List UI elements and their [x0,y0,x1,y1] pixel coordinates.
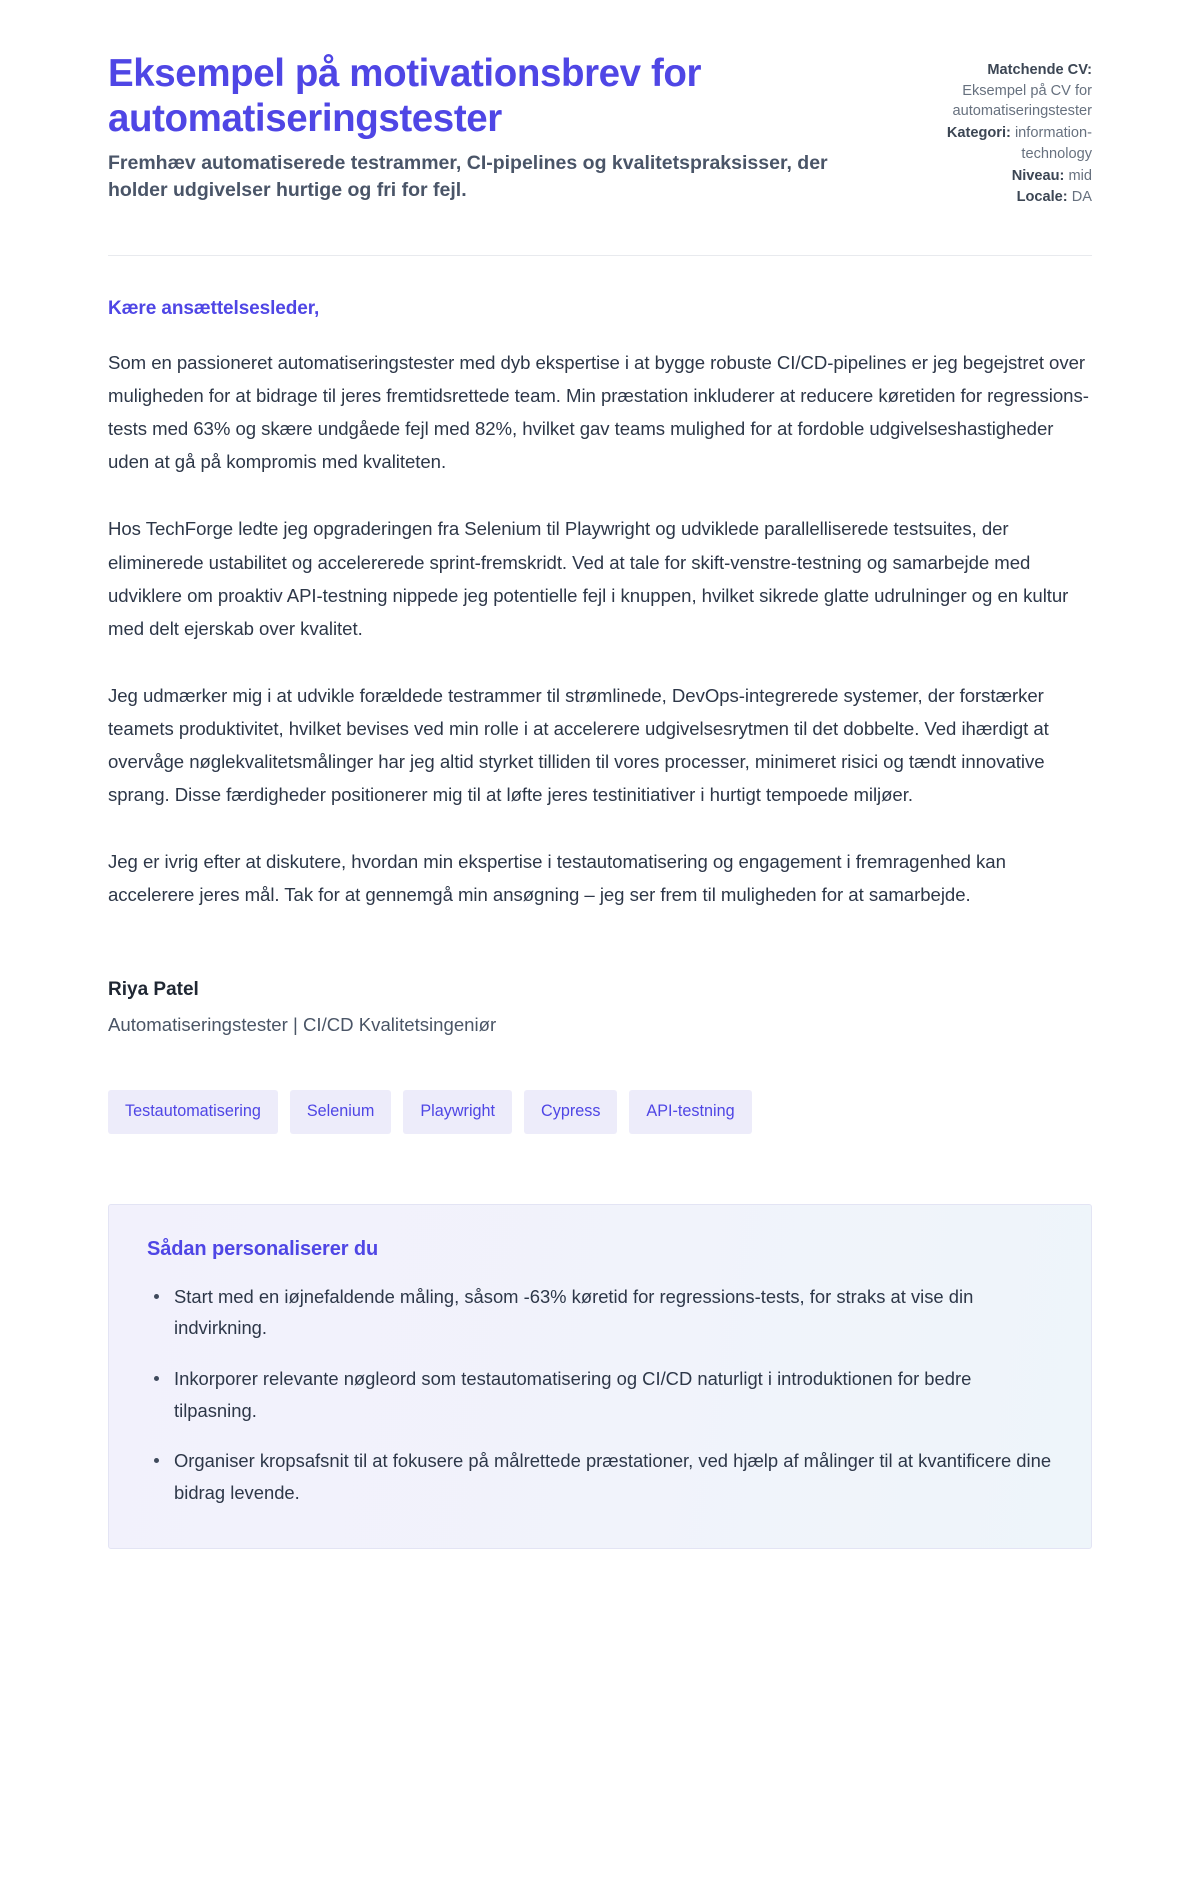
metadata-matching-cv [880,60,1092,122]
tips-list-item: Organiser kropsafsnit til at fokusere på målrettede præstationer, ved hjælp af målinger til at kvantificere dine bidrag levende. [147,1445,1053,1508]
signature-block [108,979,1092,1036]
metadata-level-value: mid [1068,167,1092,184]
letter-paragraph: Som en passioneret automatiseringstester med dyb ekspertise i at bygge robuste CI/CD-pipelines er jeg begejstret over muligheden for at bidrage til jeres fremtidsrettede team. Min præstation inkluderer at reducere køretiden for regressions-tests med 63% og skære undgåede fejl med 82%, hvilket gav teams mulighed for at fordoble udgivelseshastigheder uden at gå på kompromis med kvaliteten. [108,352,1089,473]
page-header [108,52,1092,209]
metadata-locale-label: Locale: [1016,189,1068,206]
personalization-tips-panel [108,1204,1092,1550]
metadata-locale-value: DA [1071,189,1092,206]
letter-paragraph: Jeg udmærker mig i at udvikle forældede testrammer til strømlinede, DevOps-integrerede systemer, der forstærker teamets produktivitet, hvilket bevises ved min rolle i at accelerere udgivelsesrytmen til det dobbelte. Ved ihærdigt at overvåge nøglekvalitetsmålinger har jeg altid styrket tilliden til vores processer, minimeret risici og tændt innovative sprang. Disse færdigheder positionerer mig til at løfte jeres testinitiativer i hurtigt tempoede miljøer. [108,684,1049,806]
letter-greeting: Kære ansættelsesleder, [108,298,320,320]
signature-role: Automatiseringstester | CI/CD Kvalitetsingeniør [108,1014,497,1036]
tag-chip[interactable]: API-testning [629,1090,751,1133]
tips-list-item: Start med en iøjnefaldende måling, såsom -63% køretid for regressions-tests, for straks at vise din indvirkning. [147,1281,1053,1344]
metadata-locale [880,187,1092,208]
metadata-panel [880,52,1092,209]
tag-chip[interactable]: Cypress [524,1090,617,1133]
metadata-category [880,123,1092,164]
page-subtitle: Fremhæv automatiserede testrammer, CI-pipelines og kvalitetspraksisser, der holder udgivelser hurtige og fri for fejl. [108,152,828,202]
tips-list [147,1281,1053,1509]
metadata-category-value: information-technology [1014,125,1092,162]
metadata-level [880,166,1092,187]
header-title-group [108,52,848,204]
metadata-matching-cv-value[interactable]: Eksempel på CV for automatiseringstester [952,82,1092,120]
metadata-category-label: Kategori: [946,125,1011,142]
letter-paragraph: Hos TechForge ledte jeg opgraderingen fra Selenium til Playwright og udviklede parallelliserede testsuites, der eliminerede ustabilitet og accelererede sprint-fremskridt. Ved at tale for skift-venstre-testning og samarbejde med udviklere om proaktiv API-testning nippede jeg potentielle fejl i knuppen, hvilket sikrede glatte udrulninger og en kultur med delt ejerskab over kvalitet. [108,518,1069,639]
page-title: Eksempel på motivationsbrev for automatiseringstester [108,52,702,140]
letter-paragraph: Jeg er ivrig efter at diskutere, hvordan min ekspertise i testautomatisering og engagement i fremragenhed kan accelerere jeres mål. Tak for at gennemgå min ansøgning – jeg ser frem til muligheden for at samarbejde. [108,851,1006,906]
tips-list-item: Inkorporer relevante nøgleord som testautomatisering og CI/CD naturligt i introduktionen for bedre tilpasning. [147,1363,1053,1426]
metadata-matching-cv-label: Matchende CV: [987,62,1092,78]
tag-chip[interactable]: Playwright [403,1090,512,1133]
tag-chip[interactable]: Selenium [290,1090,392,1133]
tag-chip[interactable]: Testautomatisering [108,1090,278,1133]
letter-body [108,256,1092,1036]
signature-name: Riya Patel [108,979,199,1001]
tag-list [108,1090,1092,1133]
metadata-level-label: Niveau: [1011,167,1065,184]
tips-panel-title: Sådan personaliserer du [147,1237,379,1260]
